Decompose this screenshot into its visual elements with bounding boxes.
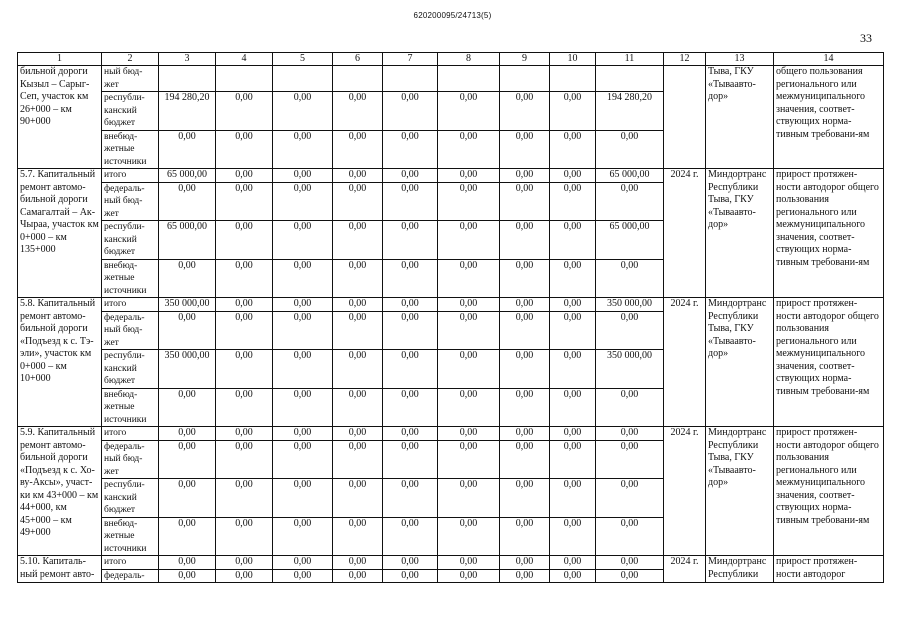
amount-cell: 0,00 xyxy=(500,427,550,441)
amount-cell: 0,00 xyxy=(438,350,500,389)
funding-source-cell: федераль-ный бюд-жет xyxy=(102,440,159,479)
amount-cell: 0,00 xyxy=(500,130,550,169)
column-header: 12 xyxy=(664,53,706,66)
column-header: 10 xyxy=(550,53,596,66)
amount-cell: 194 280,20 xyxy=(159,92,216,131)
amount-cell: 0,00 xyxy=(438,92,500,131)
year-cell xyxy=(664,66,706,169)
amount-cell: 0,00 xyxy=(159,569,216,583)
amount-cell: 0,00 xyxy=(500,350,550,389)
amount-cell: 0,00 xyxy=(500,221,550,260)
amount-cell: 0,00 xyxy=(383,130,438,169)
amount-cell: 0,00 xyxy=(550,517,596,556)
amount-cell: 0,00 xyxy=(159,556,216,570)
amount-cell: 0,00 xyxy=(333,350,383,389)
amount-cell: 0,00 xyxy=(500,479,550,518)
executor-cell: Миндортранс Республики Тыва, ГКУ «Тываавто-дор» xyxy=(706,169,774,298)
amount-cell: 0,00 xyxy=(550,92,596,131)
amount-cell: 0,00 xyxy=(333,388,383,427)
amount-cell: 0,00 xyxy=(216,169,273,183)
amount-cell: 194 280,20 xyxy=(596,92,664,131)
amount-cell: 0,00 xyxy=(333,569,383,583)
amount-cell: 0,00 xyxy=(333,427,383,441)
result-cell: прирост протяжен-ности автодорог общего пользования регионального или межмуниципального значения, соответ-ствующих норма-тивным требовани-ям xyxy=(774,427,884,556)
amount-cell: 0,00 xyxy=(273,169,333,183)
amount-cell: 0,00 xyxy=(438,440,500,479)
amount-cell: 0,00 xyxy=(216,311,273,350)
amount-cell: 0,00 xyxy=(383,221,438,260)
amount-cell: 0,00 xyxy=(438,221,500,260)
amount-cell: 0,00 xyxy=(438,169,500,183)
column-header: 7 xyxy=(383,53,438,66)
amount-cell: 0,00 xyxy=(383,311,438,350)
amount-cell: 0,00 xyxy=(596,517,664,556)
amount-cell: 0,00 xyxy=(550,311,596,350)
funding-source-cell: республи-канский бюджет xyxy=(102,479,159,518)
amount-cell: 0,00 xyxy=(438,569,500,583)
amount-cell: 0,00 xyxy=(550,569,596,583)
budget-table xyxy=(17,52,884,583)
amount-cell: 0,00 xyxy=(159,259,216,298)
amount-cell: 0,00 xyxy=(383,479,438,518)
amount-cell: 0,00 xyxy=(550,182,596,221)
funding-source-cell: внебюд-жетные источники xyxy=(102,388,159,427)
amount-cell xyxy=(550,66,596,92)
column-header: 1 xyxy=(18,53,102,66)
funding-source-cell: республи-канский бюджет xyxy=(102,350,159,389)
amount-cell: 0,00 xyxy=(216,298,273,312)
amount-cell: 0,00 xyxy=(596,479,664,518)
amount-cell: 0,00 xyxy=(500,259,550,298)
amount-cell: 0,00 xyxy=(216,388,273,427)
amount-cell: 0,00 xyxy=(216,350,273,389)
amount-cell: 0,00 xyxy=(383,298,438,312)
amount-cell: 0,00 xyxy=(438,388,500,427)
amount-cell: 0,00 xyxy=(273,569,333,583)
column-header: 5 xyxy=(273,53,333,66)
amount-cell: 0,00 xyxy=(500,388,550,427)
amount-cell: 0,00 xyxy=(333,221,383,260)
amount-cell: 0,00 xyxy=(273,221,333,260)
amount-cell: 0,00 xyxy=(500,517,550,556)
amount-cell: 0,00 xyxy=(500,92,550,131)
amount-cell: 0,00 xyxy=(333,311,383,350)
amount-cell: 0,00 xyxy=(216,259,273,298)
funding-source-cell: итого xyxy=(102,427,159,441)
amount-cell: 0,00 xyxy=(383,259,438,298)
amount-cell: 0,00 xyxy=(596,440,664,479)
funding-source-cell: внебюд-жетные источники xyxy=(102,130,159,169)
amount-cell: 0,00 xyxy=(216,556,273,570)
executor-cell: Миндортранс Республики xyxy=(706,556,774,583)
amount-cell: 0,00 xyxy=(438,182,500,221)
amount-cell: 0,00 xyxy=(500,569,550,583)
amount-cell: 0,00 xyxy=(333,479,383,518)
amount-cell: 0,00 xyxy=(333,517,383,556)
amount-cell: 0,00 xyxy=(438,479,500,518)
amount-cell: 0,00 xyxy=(159,130,216,169)
column-header: 9 xyxy=(500,53,550,66)
amount-cell: 65 000,00 xyxy=(596,221,664,260)
table-row xyxy=(18,169,884,183)
measure-name-cell: бильной дороги Кызыл – Сарыг-Сеп, участок км 26+000 – км 90+000 xyxy=(18,66,102,169)
executor-cell: Миндортранс Республики Тыва, ГКУ «Тываавто-дор» xyxy=(706,427,774,556)
amount-cell: 0,00 xyxy=(500,311,550,350)
column-header: 2 xyxy=(102,53,159,66)
funding-source-cell: итого xyxy=(102,556,159,570)
amount-cell: 0,00 xyxy=(333,259,383,298)
result-cell: прирост протяжен-ности автодорог общего пользования регионального или межмуниципального значения, соответ-ствующих норма-тивным требовани-ям xyxy=(774,169,884,298)
amount-cell: 0,00 xyxy=(500,556,550,570)
amount-cell: 0,00 xyxy=(333,556,383,570)
amount-cell: 0,00 xyxy=(159,427,216,441)
amount-cell: 0,00 xyxy=(550,427,596,441)
executor-cell: Тыва, ГКУ «Тываавто-дор» xyxy=(706,66,774,169)
amount-cell: 0,00 xyxy=(273,479,333,518)
column-header: 13 xyxy=(706,53,774,66)
amount-cell: 65 000,00 xyxy=(159,169,216,183)
amount-cell: 0,00 xyxy=(159,479,216,518)
table-header-row xyxy=(18,53,884,66)
result-cell: прирост протяжен-ности автодорог xyxy=(774,556,884,583)
amount-cell: 0,00 xyxy=(550,440,596,479)
year-cell: 2024 г. xyxy=(664,169,706,298)
amount-cell: 0,00 xyxy=(438,427,500,441)
amount-cell: 0,00 xyxy=(159,517,216,556)
amount-cell: 0,00 xyxy=(550,169,596,183)
amount-cell xyxy=(596,66,664,92)
column-header: 14 xyxy=(774,53,884,66)
amount-cell: 0,00 xyxy=(550,259,596,298)
amount-cell: 0,00 xyxy=(273,298,333,312)
amount-cell: 0,00 xyxy=(500,298,550,312)
document-id: 620200095/24713(5) xyxy=(413,11,492,20)
amount-cell: 0,00 xyxy=(550,350,596,389)
amount-cell: 0,00 xyxy=(596,388,664,427)
amount-cell: 0,00 xyxy=(438,311,500,350)
amount-cell: 350 000,00 xyxy=(596,298,664,312)
amount-cell: 0,00 xyxy=(273,259,333,298)
amount-cell: 0,00 xyxy=(383,92,438,131)
amount-cell: 0,00 xyxy=(216,479,273,518)
amount-cell: 350 000,00 xyxy=(159,298,216,312)
amount-cell: 0,00 xyxy=(596,182,664,221)
amount-cell: 0,00 xyxy=(500,182,550,221)
amount-cell: 0,00 xyxy=(273,427,333,441)
amount-cell: 0,00 xyxy=(333,182,383,221)
amount-cell: 0,00 xyxy=(596,569,664,583)
amount-cell: 0,00 xyxy=(383,388,438,427)
amount-cell: 350 000,00 xyxy=(596,350,664,389)
amount-cell xyxy=(333,66,383,92)
amount-cell: 0,00 xyxy=(383,169,438,183)
amount-cell: 0,00 xyxy=(273,182,333,221)
measure-name-cell: 5.7. Капитальный ремонт автомо-бильной дороги Самагалтай – Ак-Чыраа, участок км 0+000 – км 135+000 xyxy=(18,169,102,298)
amount-cell: 0,00 xyxy=(500,169,550,183)
year-cell: 2024 г. xyxy=(664,427,706,556)
amount-cell: 0,00 xyxy=(383,182,438,221)
result-cell: общего пользования регионального или межмуниципального значения, соответ-ствующих норма-тивным требовани-ям xyxy=(774,66,884,169)
table-row xyxy=(18,298,884,312)
funding-source-cell: республи-канский бюджет xyxy=(102,221,159,260)
funding-source-cell: ный бюд-жет xyxy=(102,66,159,92)
amount-cell: 0,00 xyxy=(273,440,333,479)
column-header: 8 xyxy=(438,53,500,66)
amount-cell: 350 000,00 xyxy=(159,350,216,389)
executor-cell: Миндортранс Республики Тыва, ГКУ «Тываавто-дор» xyxy=(706,298,774,427)
amount-cell: 0,00 xyxy=(438,298,500,312)
table-row xyxy=(18,66,884,92)
measure-name-cell: 5.8. Капитальный ремонт автомо-бильной дороги «Подъезд к с. Тэ-эли», участок км 0+000 – км 10+000 xyxy=(18,298,102,427)
amount-cell: 0,00 xyxy=(550,298,596,312)
funding-source-cell: федераль-ный бюд-жет xyxy=(102,311,159,350)
amount-cell: 0,00 xyxy=(216,182,273,221)
amount-cell: 0,00 xyxy=(273,517,333,556)
amount-cell: 0,00 xyxy=(216,221,273,260)
amount-cell: 0,00 xyxy=(216,130,273,169)
amount-cell: 0,00 xyxy=(383,350,438,389)
amount-cell: 0,00 xyxy=(383,517,438,556)
amount-cell: 0,00 xyxy=(159,182,216,221)
amount-cell: 0,00 xyxy=(273,556,333,570)
amount-cell: 0,00 xyxy=(333,298,383,312)
amount-cell: 0,00 xyxy=(438,556,500,570)
amount-cell: 0,00 xyxy=(596,427,664,441)
amount-cell: 0,00 xyxy=(333,169,383,183)
funding-source-cell: республи-канский бюджет xyxy=(102,92,159,131)
amount-cell: 0,00 xyxy=(596,130,664,169)
table-row xyxy=(18,427,884,441)
amount-cell: 65 000,00 xyxy=(596,169,664,183)
amount-cell: 0,00 xyxy=(383,427,438,441)
amount-cell: 0,00 xyxy=(383,569,438,583)
measure-name-cell: 5.10. Капиталь-ный ремонт авто- xyxy=(18,556,102,583)
amount-cell: 0,00 xyxy=(159,388,216,427)
amount-cell: 0,00 xyxy=(383,440,438,479)
funding-source-cell: федераль- xyxy=(102,569,159,583)
funding-source-cell: федераль-ный бюд-жет xyxy=(102,182,159,221)
amount-cell xyxy=(273,66,333,92)
amount-cell: 65 000,00 xyxy=(159,221,216,260)
column-header: 3 xyxy=(159,53,216,66)
column-header: 11 xyxy=(596,53,664,66)
amount-cell: 0,00 xyxy=(596,556,664,570)
amount-cell: 0,00 xyxy=(273,388,333,427)
amount-cell: 0,00 xyxy=(383,556,438,570)
result-cell: прирост протяжен-ности автодорог общего пользования регионального или межмуниципального значения, соответ-ствующих норма-тивным требовани-ям xyxy=(774,298,884,427)
amount-cell xyxy=(216,66,273,92)
amount-cell: 0,00 xyxy=(273,350,333,389)
amount-cell: 0,00 xyxy=(500,440,550,479)
amount-cell xyxy=(438,66,500,92)
amount-cell: 0,00 xyxy=(333,440,383,479)
amount-cell: 0,00 xyxy=(216,427,273,441)
table-row xyxy=(18,556,884,570)
amount-cell: 0,00 xyxy=(438,130,500,169)
amount-cell: 0,00 xyxy=(216,517,273,556)
amount-cell xyxy=(500,66,550,92)
measure-name-cell: 5.9. Капитальный ремонт автомо-бильной дороги «Подъезд к с. Хо-ву-Аксы», участ-ки км 43+000 – км 44+000, км 45+000 – км 49+000 xyxy=(18,427,102,556)
column-header: 6 xyxy=(333,53,383,66)
amount-cell: 0,00 xyxy=(273,311,333,350)
amount-cell: 0,00 xyxy=(333,130,383,169)
funding-source-cell: внебюд-жетные источники xyxy=(102,517,159,556)
funding-source-cell: итого xyxy=(102,169,159,183)
amount-cell xyxy=(159,66,216,92)
funding-source-cell: итого xyxy=(102,298,159,312)
amount-cell: 0,00 xyxy=(216,569,273,583)
amount-cell: 0,00 xyxy=(596,311,664,350)
column-header: 4 xyxy=(216,53,273,66)
year-cell: 2024 г. xyxy=(664,298,706,427)
amount-cell: 0,00 xyxy=(273,92,333,131)
amount-cell: 0,00 xyxy=(550,130,596,169)
amount-cell: 0,00 xyxy=(159,440,216,479)
amount-cell: 0,00 xyxy=(216,92,273,131)
amount-cell: 0,00 xyxy=(550,479,596,518)
amount-cell: 0,00 xyxy=(273,130,333,169)
year-cell: 2024 г. xyxy=(664,556,706,583)
amount-cell: 0,00 xyxy=(159,311,216,350)
amount-cell xyxy=(383,66,438,92)
amount-cell: 0,00 xyxy=(550,556,596,570)
amount-cell: 0,00 xyxy=(550,221,596,260)
amount-cell: 0,00 xyxy=(438,259,500,298)
amount-cell: 0,00 xyxy=(333,92,383,131)
amount-cell: 0,00 xyxy=(438,517,500,556)
page-number: 33 xyxy=(860,31,872,45)
amount-cell: 0,00 xyxy=(596,259,664,298)
funding-source-cell: внебюд-жетные источники xyxy=(102,259,159,298)
amount-cell: 0,00 xyxy=(550,388,596,427)
amount-cell: 0,00 xyxy=(216,440,273,479)
